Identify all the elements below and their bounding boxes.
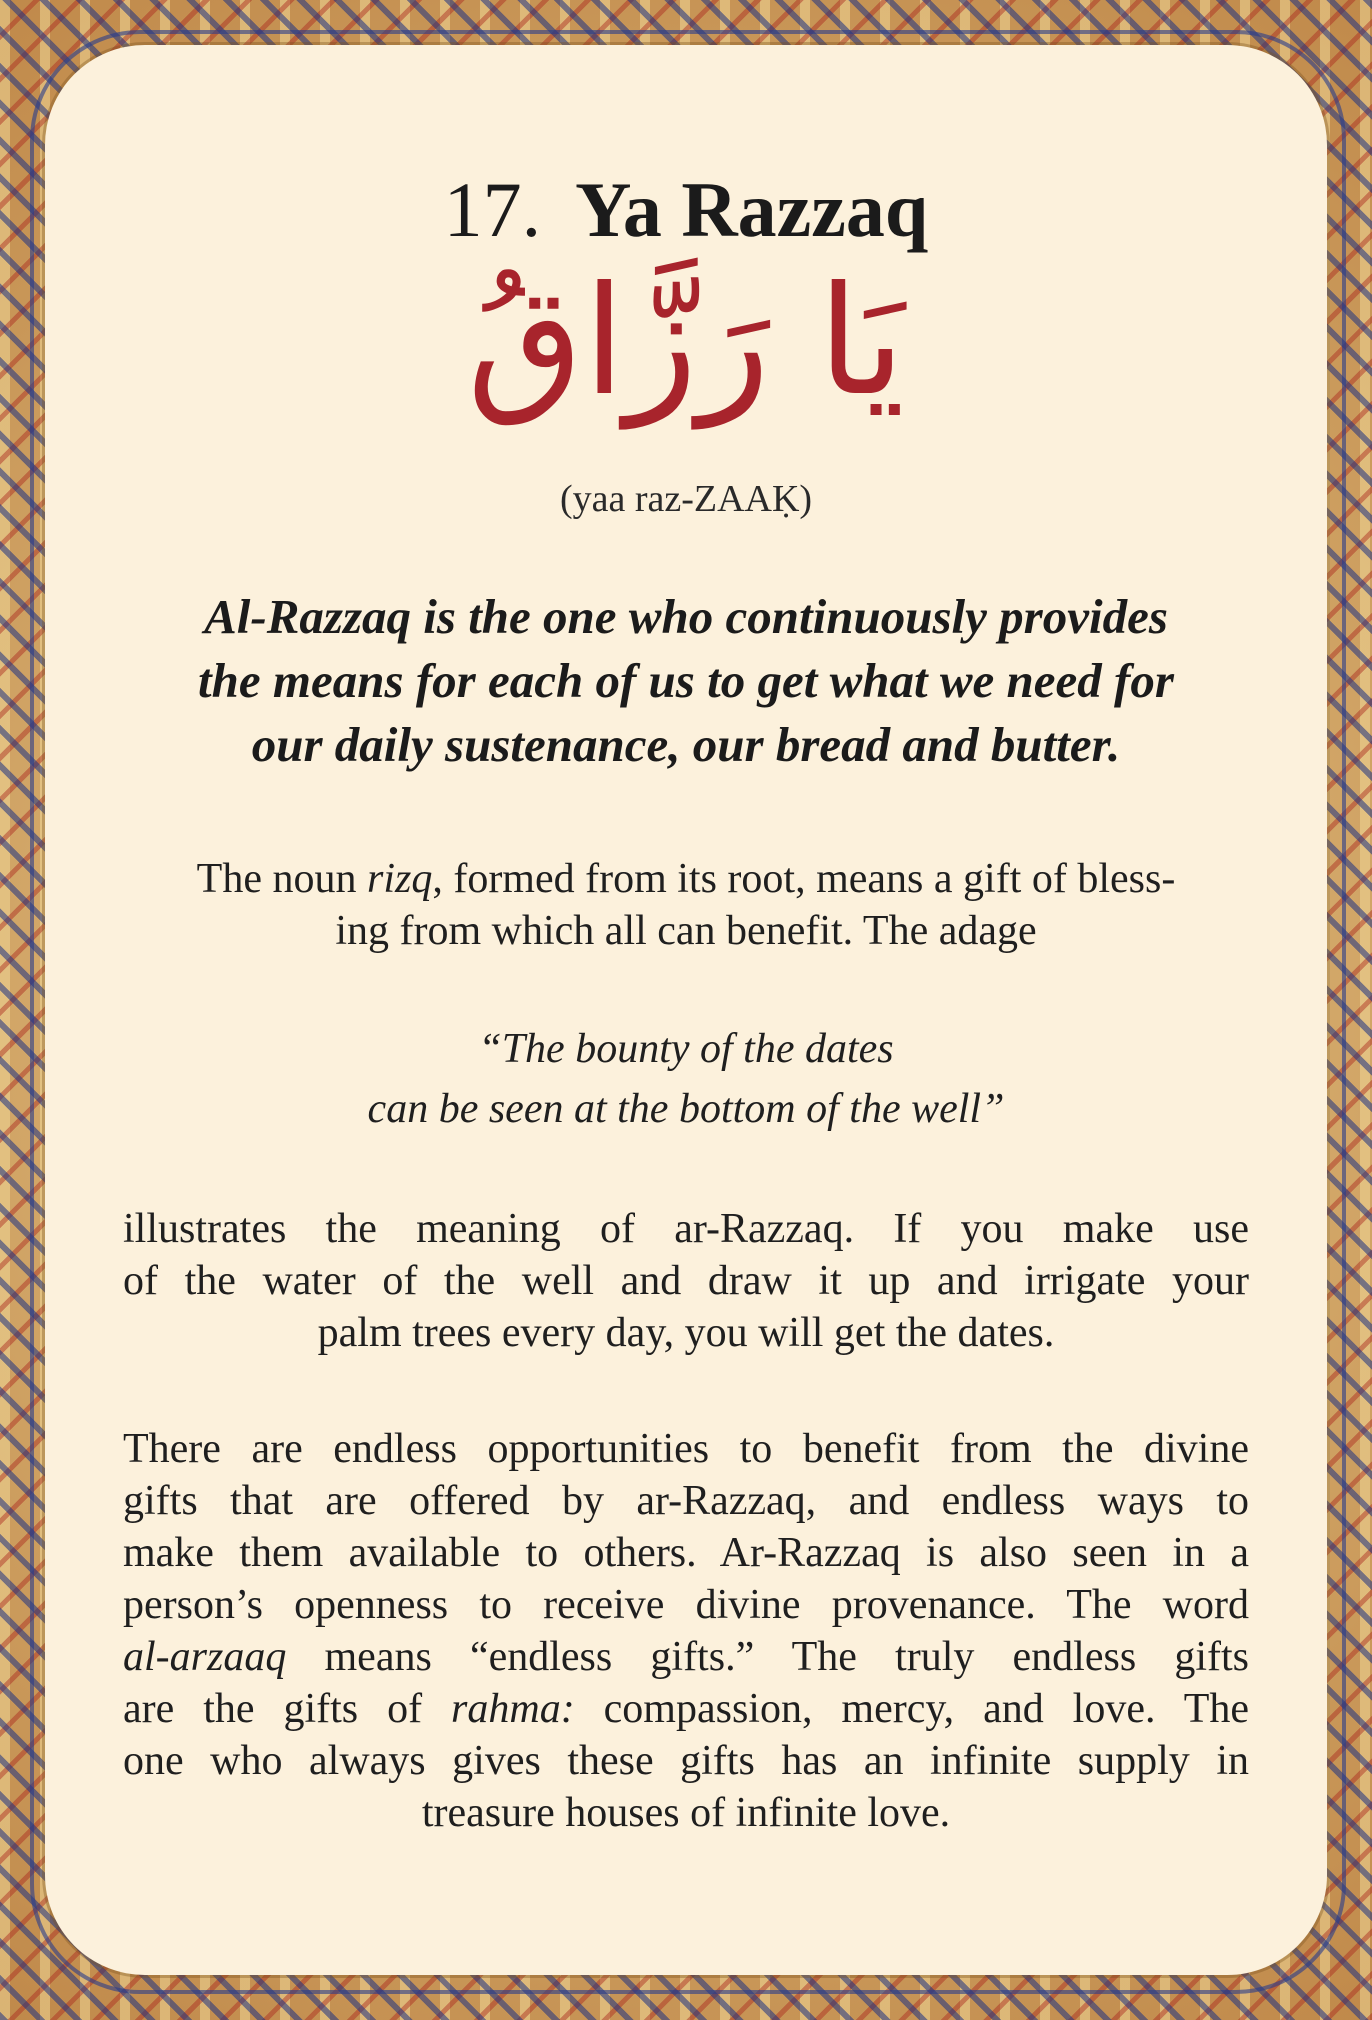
paragraph-line	[123, 853, 1249, 905]
paragraph-line: of the water of the well and draw it up and irrigate your	[123, 1258, 1249, 1304]
card-number: 17.	[443, 166, 542, 253]
pronunciation: (yaa raz-ZAAḲ)	[559, 478, 813, 520]
adage-quote	[123, 1019, 1249, 1139]
text-run: , formed from its root, means a gift of bless-	[432, 856, 1176, 902]
italic-term: rahma:	[451, 1686, 575, 1732]
paragraph-endless-gifts	[123, 1423, 1249, 1839]
text-run: The noun	[196, 856, 367, 902]
paragraph-line: treasure houses of infinite love.	[421, 1790, 951, 1836]
text-run: are the gifts of	[123, 1686, 452, 1732]
paragraph-line: palm trees every day, you will get the dates.	[317, 1310, 1055, 1356]
text-run: compassion, mercy, and love. The	[574, 1686, 1249, 1732]
paragraph-line: gifts that are offered by ar-Razzaq, and endless ways to	[123, 1478, 1249, 1524]
quote-line: can be seen at the bottom of the well”	[367, 1086, 1005, 1132]
arabic-calligraphy: يَا رَزَّاقُ	[466, 255, 906, 429]
paragraph-illustration	[123, 1203, 1249, 1359]
italic-term: rizq	[366, 856, 433, 902]
quote-line: “The bounty of the dates	[478, 1026, 894, 1072]
text-run: means “endless gifts.” The truly endless gifts	[286, 1634, 1249, 1680]
card-panel	[45, 45, 1327, 1975]
paragraph-line: one who always gives these gifts has an infinite supply in	[123, 1738, 1249, 1784]
lead-line: the means for each of us to get what we need for	[198, 653, 1174, 708]
card-title	[45, 165, 1327, 255]
card-content	[45, 45, 1327, 1975]
paragraph-line: make them available to others. Ar-Razzaq is also seen in a	[123, 1530, 1249, 1576]
card-name: Ya Razzaq	[575, 166, 929, 253]
paragraph-line: There are endless opportunities to benefit from the divine	[123, 1426, 1249, 1472]
paragraph-line: illustrates the meaning of ar-Razzaq. If you make use	[123, 1206, 1249, 1252]
paragraph-line	[123, 1683, 1249, 1735]
paragraph-line: person’s openness to receive divine provenance. The word	[123, 1582, 1249, 1628]
paragraph-rizq	[123, 853, 1249, 957]
italic-term: al-arzaaq	[123, 1634, 287, 1680]
lead-line: our daily sustenance, our bread and butter.	[251, 717, 1121, 772]
lead-line: Al-Razzaq is the one who continuously provides	[204, 589, 1168, 644]
paragraph-line	[123, 1631, 1249, 1683]
lead-definition	[115, 585, 1257, 777]
paragraph-line: ing from which all can benefit. The adage	[335, 908, 1037, 954]
